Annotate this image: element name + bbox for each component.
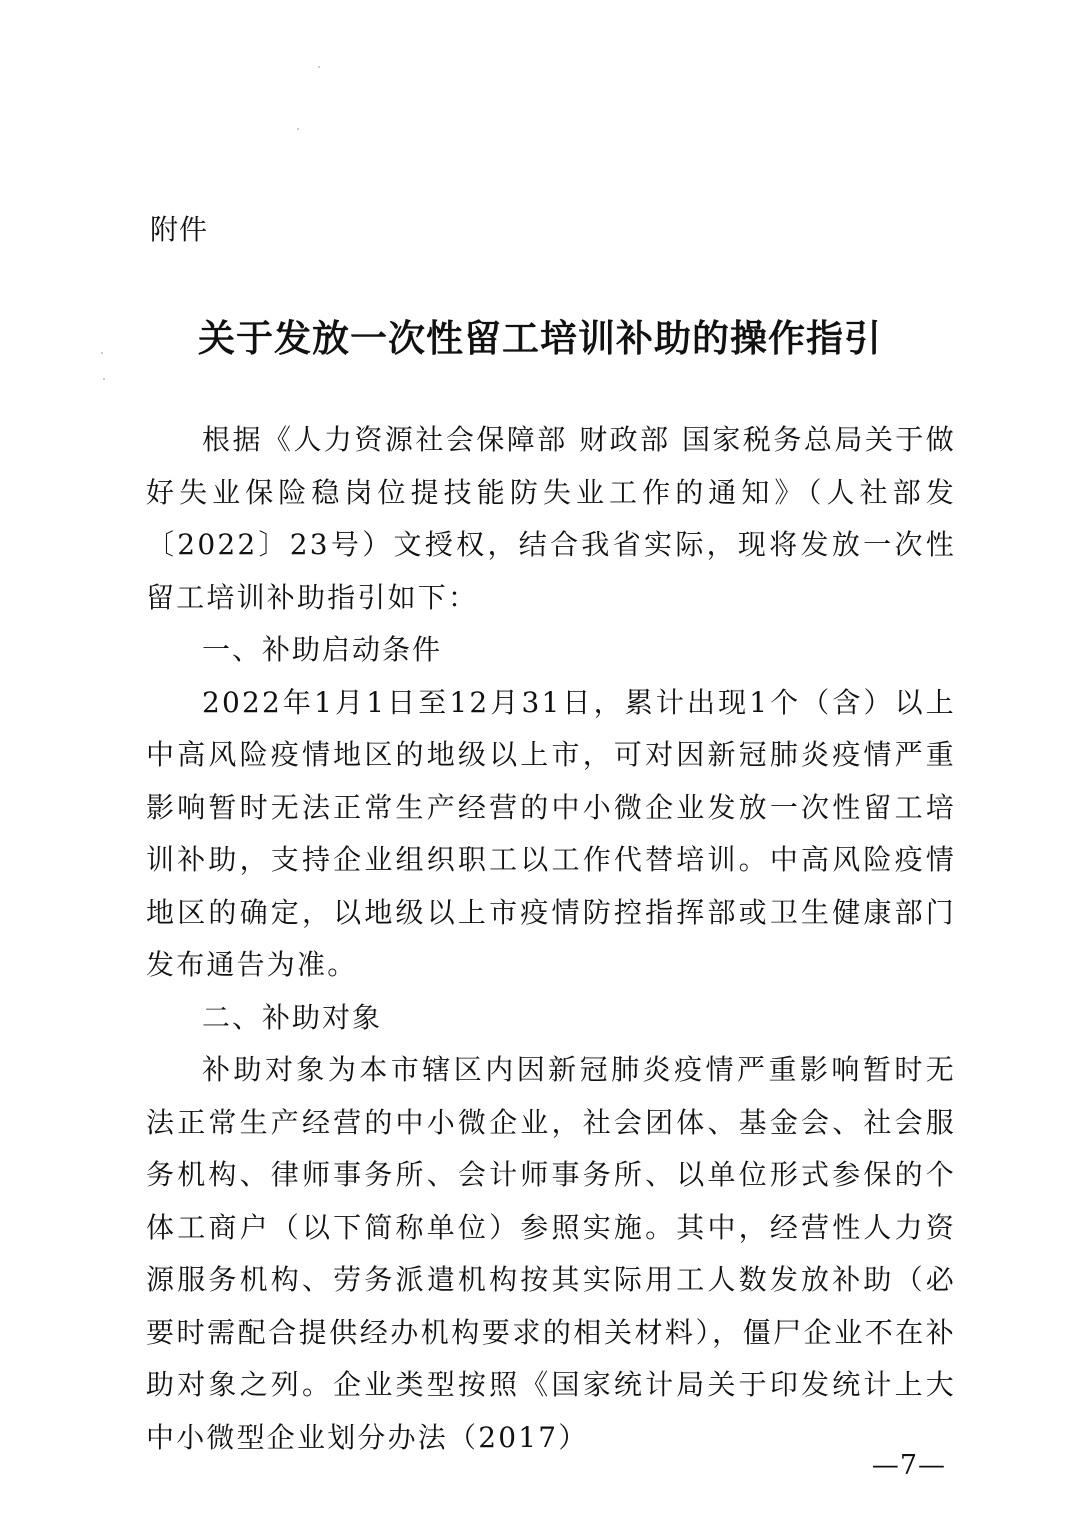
intro-paragraph: 根据《人力资源社会保障部 财政部 国家税务总局关于做好失业保险稳岗位提技能防失业工作的通知》（人社部发〔2022〕23号）文授权，结合我省实际，现将发放一次性留工培训补助指引如下：: [146, 423, 956, 614]
page-number: —7—: [871, 1450, 946, 1481]
section-heading: 一、补助启动条件: [202, 633, 443, 666]
document-title: 关于发放一次性留工培训补助的操作指引: [198, 316, 882, 360]
section-paragraph: 2022年1月1日至12月31日，累计出现1个（含）以上中高风险疫情地区的地级以上市，可对因新冠肺炎疫情严重影响暂时无法正常生产经营的中小微企业发放一次性留工培训补助，支持企业组织职工以工作代替培训。中高风险疫情地区的确定，以地级以上市疫情防控指挥部或卫生健康部门发布通告为准。: [146, 685, 956, 981]
annex-label: 附件: [150, 213, 209, 246]
scan-speck: [318, 66, 320, 68]
scan-speck: [297, 128, 299, 130]
section-heading: 二、补助对象: [202, 1000, 383, 1034]
section-paragraph: 补助对象为本市辖区内因新冠肺炎疫情严重影响暂时无法正常生产经营的中小微企业，社会团体、基金会、社会服务机构、律师事务所、会计师事务所、以单位形式参保的个体工商户（以下简称单位）参照实施。其中，经营性人力资源服务机构、劳务派遣机构按其实际用工人数发放补助（必要时需配合提供经办机构要求的相关材料），僵尸企业不在补助对象之列。企业类型按照《国家统计局关于印发统计上大中小微型企业划分办法（2017）: [146, 1053, 956, 1454]
document-body: [146, 414, 956, 1464]
scan-speck: [103, 378, 105, 380]
